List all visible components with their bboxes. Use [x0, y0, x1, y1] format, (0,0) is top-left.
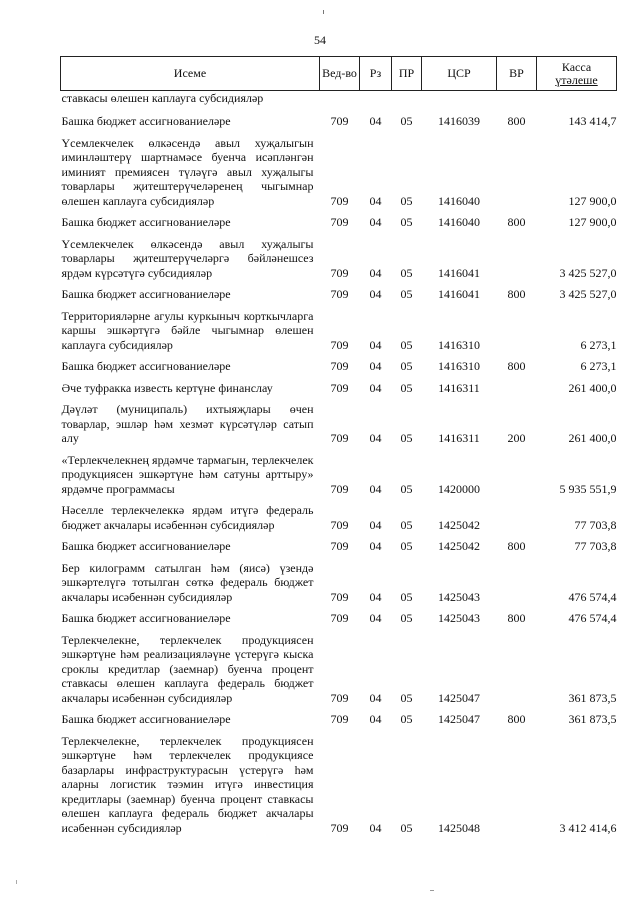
- row-amount: 77 703,8: [574, 517, 617, 532]
- row-rz: 04: [369, 265, 382, 280]
- row-spacer: [61, 604, 617, 611]
- row-spacer: [61, 352, 617, 359]
- row-amount: 127 900,0: [568, 215, 617, 229]
- row-amount: 5 935 551,9: [559, 481, 617, 496]
- row-pr: 05: [400, 690, 413, 705]
- row-vr: [497, 91, 537, 108]
- row-ved: 709: [330, 359, 349, 373]
- row-amount: 6 273,1: [580, 359, 617, 373]
- row-csr: 1425047: [438, 712, 480, 726]
- row-spacer: [61, 374, 617, 381]
- row-ved: 709: [330, 215, 349, 229]
- row-rz: 04: [369, 337, 382, 352]
- row-ved: 709: [330, 114, 349, 128]
- row-amount: 361 873,5: [568, 712, 617, 726]
- row-csr: 1416041: [438, 287, 480, 301]
- row-rz: 04: [369, 517, 382, 532]
- row-csr: 1425048: [438, 820, 480, 835]
- row-ved: 709: [330, 193, 349, 208]
- row-pr: 05: [400, 517, 413, 532]
- row-vr: [497, 503, 537, 532]
- column-header-pr: ПР: [392, 57, 422, 91]
- row-spacer: [61, 626, 617, 633]
- row-name: ставкасы өлешен каплауга субсидияләр: [61, 91, 264, 105]
- row-name: Бер килограмм сатылган һәм (яисә) үзендә эшкәртелүгә тотылган сөткә федераль бюджет акчалары исәбеннән субсидияләр: [61, 560, 314, 604]
- row-amount: 77 703,8: [574, 539, 617, 553]
- row-amount: 3 425 527,0: [559, 265, 617, 280]
- row-rz: 04: [369, 611, 382, 625]
- row-name: Башка бюджет ассигнованиеләре: [61, 712, 231, 726]
- row-name: Нәселле терлекчелеккә ярдәм итүгә федераль бюджет акчалары исәбеннән субсидияләр: [61, 503, 314, 532]
- row-ved: 709: [330, 337, 349, 352]
- row-ved: 709: [330, 589, 349, 604]
- row-spacer: [61, 395, 617, 402]
- row-pr: 05: [400, 265, 413, 280]
- row-pr: 05: [400, 589, 413, 604]
- row-pr: 05: [400, 431, 413, 445]
- row-spacer: [61, 532, 617, 539]
- row-csr: 1425043: [438, 589, 480, 604]
- table-row: [61, 561, 617, 605]
- row-ved: 709: [330, 431, 349, 445]
- row-pr: 05: [400, 287, 413, 301]
- row-rz: 04: [369, 690, 382, 705]
- row-rz: 04: [369, 380, 382, 395]
- row-spacer: [61, 496, 617, 503]
- row-amount: 261 400,0: [568, 431, 617, 445]
- row-csr: 1416039: [438, 114, 480, 128]
- row-spacer: [61, 727, 617, 734]
- row-spacer: [61, 107, 617, 114]
- row-rz: 04: [369, 287, 382, 301]
- row-amount: [537, 91, 617, 108]
- column-header-name: Исеме: [61, 57, 320, 91]
- row-vr: [497, 381, 537, 396]
- row-amount: 6 273,1: [580, 337, 617, 352]
- row-csr: 1416041: [438, 265, 480, 280]
- row-ved: 709: [330, 265, 349, 280]
- row-name: Терлекчелекне, терлекчелек продукциясен эшкәртүне һәм терлекчелек продукциясе базарлары инфраструктурасын үстерүгә һәм аларны логистик тәэмин итүгә инвестиция кредитлары (заемнар) буенча процент ставкасы өлешен каплауга федераль бюджет акчалары исәбеннән субсидияләр: [61, 733, 314, 835]
- row-vr: 200: [507, 431, 526, 445]
- table-header-row: [61, 57, 617, 91]
- row-csr: 1416311: [438, 431, 480, 445]
- row-csr: 1416040: [438, 215, 480, 229]
- table-row: [61, 287, 617, 302]
- row-vr: 800: [507, 215, 526, 229]
- row-vr: 800: [507, 712, 526, 726]
- row-vr: 800: [507, 287, 526, 301]
- table-row: [61, 611, 617, 626]
- table-row: [61, 633, 617, 706]
- row-name: Башка бюджет ассигнованиеләре: [61, 539, 231, 553]
- table-row: [61, 503, 617, 532]
- row-spacer: [61, 280, 617, 287]
- column-header-kassa-line2: үтәлеше: [555, 72, 598, 87]
- row-rz: 04: [369, 539, 382, 553]
- row-name: Башка бюджет ассигнованиеләре: [61, 611, 231, 625]
- row-csr: 1416040: [438, 193, 480, 208]
- column-header-kassa: [537, 57, 617, 91]
- row-pr: 05: [400, 712, 413, 726]
- row-spacer: [61, 208, 617, 215]
- row-pr: 05: [400, 539, 413, 553]
- row-ved: 709: [330, 287, 349, 301]
- table-row: [61, 215, 617, 230]
- row-csr: 1425042: [438, 517, 480, 532]
- row-amount: 361 873,5: [568, 690, 617, 705]
- row-amount: 476 574,4: [568, 589, 617, 604]
- row-rz: 04: [369, 712, 382, 726]
- row-name: Үсемлекчелек өлкәсендә авыл хуҗалыгы товарлары җитештерүчеләргә бәйләнешсез ярдәм күрсәтүгә субсидияләр: [61, 236, 314, 280]
- row-ved: 709: [330, 611, 349, 625]
- row-spacer: [61, 230, 617, 237]
- row-rz: 04: [369, 481, 382, 496]
- scan-mark: [430, 890, 434, 891]
- row-vr: [497, 734, 537, 836]
- row-vr: [497, 136, 537, 209]
- row-spacer: [61, 705, 617, 712]
- table-row: [61, 734, 617, 836]
- column-header-kassa-line1: Касса: [561, 59, 592, 74]
- table-row: [61, 114, 617, 129]
- row-ved: 709: [330, 820, 349, 835]
- row-pr: [392, 91, 422, 108]
- row-ved: 709: [330, 517, 349, 532]
- budget-table: [60, 56, 617, 835]
- table-row: [61, 359, 617, 374]
- row-name: «Терлекчелекнең ярдәмче тармагын, терлекчелек продукциясен эшкәртүне һәм сатуны арттыру» ярдәмче программасы: [61, 452, 314, 496]
- table-row: [61, 309, 617, 353]
- row-vr: [497, 237, 537, 281]
- table-row: [61, 453, 617, 497]
- row-name: Башка бюджет ассигнованиеләре: [61, 114, 231, 128]
- row-pr: 05: [400, 611, 413, 625]
- row-rz: 04: [369, 431, 382, 445]
- row-name: Әче туфракка известь кертүне финанслау: [61, 380, 273, 395]
- table-row: [61, 91, 617, 108]
- row-name: Дәүләт (муниципаль) ихтыяҗлары өчен товарлар, эшләр һәм хезмәт күрсәтүләр сатып алу: [61, 402, 314, 445]
- row-amount: 476 574,4: [568, 611, 617, 625]
- row-pr: 05: [400, 215, 413, 229]
- row-pr: 05: [400, 359, 413, 373]
- row-vr: 800: [507, 539, 526, 553]
- row-pr: 05: [400, 193, 413, 208]
- column-header-rz: Рз: [360, 57, 392, 91]
- row-name: Башка бюджет ассигнованиеләре: [61, 287, 231, 301]
- row-amount: 3 425 527,0: [559, 287, 617, 301]
- row-name: Башка бюджет ассигнованиеләре: [61, 215, 231, 229]
- row-rz: 04: [369, 215, 382, 229]
- row-csr: 1425042: [438, 539, 480, 553]
- row-ved: 709: [330, 481, 349, 496]
- row-csr: 1416310: [438, 337, 480, 352]
- row-ved: 709: [330, 712, 349, 726]
- row-rz: 04: [369, 359, 382, 373]
- row-pr: 05: [400, 820, 413, 835]
- column-header-vr: ВР: [497, 57, 537, 91]
- table-row: [61, 402, 617, 446]
- table-row: [61, 237, 617, 281]
- row-rz: 04: [369, 114, 382, 128]
- row-vr: 800: [507, 114, 526, 128]
- row-pr: 05: [400, 337, 413, 352]
- column-header-csr: ЦСР: [422, 57, 497, 91]
- row-pr: 05: [400, 114, 413, 128]
- row-name: Башка бюджет ассигнованиеләре: [61, 359, 231, 373]
- row-spacer: [61, 129, 617, 136]
- table-row: [61, 136, 617, 209]
- table-row: [61, 712, 617, 727]
- row-rz: 04: [369, 589, 382, 604]
- row-csr: 1416311: [438, 380, 480, 395]
- row-csr: 1416310: [438, 359, 480, 373]
- row-pr: 05: [400, 380, 413, 395]
- table-row: [61, 381, 617, 396]
- row-vr: 800: [507, 359, 526, 373]
- table-row: [61, 539, 617, 554]
- row-rz: [360, 91, 392, 108]
- row-vr: 800: [507, 611, 526, 625]
- row-vr: [497, 309, 537, 353]
- row-amount: 3 412 414,6: [559, 820, 617, 835]
- row-ved: [320, 91, 360, 108]
- row-ved: 709: [330, 690, 349, 705]
- row-spacer: [61, 554, 617, 561]
- column-header-ved: Вед-во: [320, 57, 360, 91]
- row-vr: [497, 561, 537, 605]
- row-name: Территорияләрне агулы куркыныч корткычларга каршы эшкәртүгә бәйле чыгымнар өлешен каплауга субсидияләр: [61, 308, 314, 352]
- row-csr: 1420000: [438, 481, 480, 496]
- row-spacer: [61, 446, 617, 453]
- row-ved: 709: [330, 380, 349, 395]
- row-amount: 261 400,0: [568, 380, 617, 395]
- row-name: Үсемлекчелек өлкәсендә авыл хуҗалыгын иминләштерү шартнамәсе буенча исәпләнгән иминият премиясен түләүгә авыл хуҗалыгы товарлары җитештерүчеләренең чыгымнар өлешен каплауга субсидияләр: [61, 135, 314, 208]
- page-number: 54: [314, 33, 326, 47]
- scan-mark: [323, 10, 324, 14]
- row-rz: 04: [369, 820, 382, 835]
- row-csr: 1425047: [438, 690, 480, 705]
- row-ved: 709: [330, 539, 349, 553]
- row-csr: 1425043: [438, 611, 480, 625]
- row-rz: 04: [369, 193, 382, 208]
- row-vr: [497, 633, 537, 706]
- scan-mark: [16, 880, 17, 884]
- row-amount: 143 414,7: [568, 114, 617, 128]
- row-pr: 05: [400, 481, 413, 496]
- row-csr: [422, 91, 497, 108]
- row-spacer: [61, 302, 617, 309]
- row-name: Терлекчелекне, терлекчелек продукциясен эшкәртүне һәм реализацияләүне үстерүгә кыска сроклы кредитлар (заемнар) буенча процент ставкасы өлешен каплауга федераль бюджет акчалары исәбеннән субсидияләр: [61, 632, 314, 705]
- row-vr: [497, 453, 537, 497]
- row-amount: 127 900,0: [568, 193, 617, 208]
